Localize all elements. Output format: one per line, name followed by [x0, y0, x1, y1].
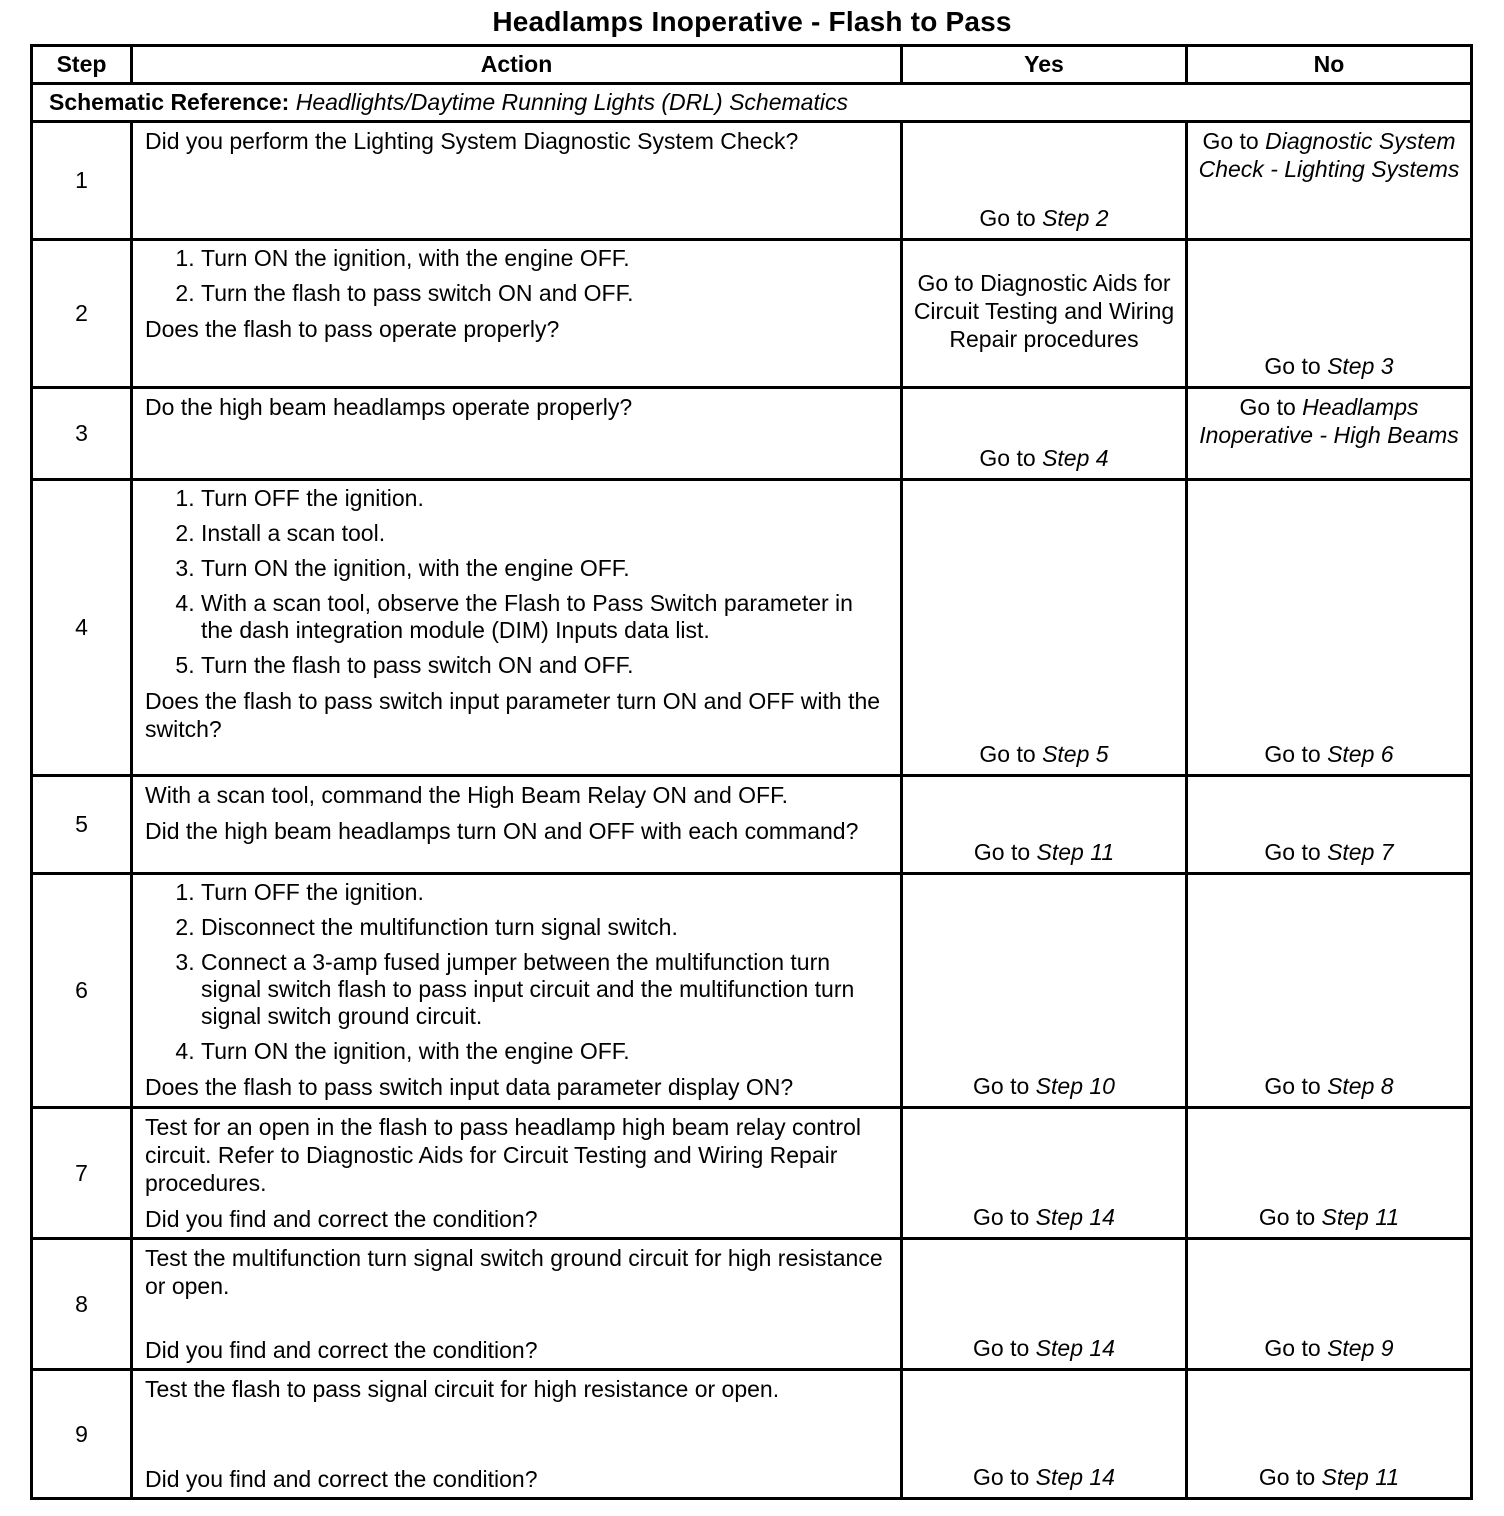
action-question: Did you find and correct the condition?	[145, 1466, 538, 1492]
step-number: 6	[32, 874, 132, 1108]
table-row	[32, 122, 1472, 240]
yes-cell	[902, 240, 1187, 388]
action-step: 5. Turn the flash to pass switch ON and OFF.	[201, 652, 888, 679]
table-row	[32, 388, 1472, 480]
no-cell	[1187, 388, 1472, 480]
no-target: Step 8	[1327, 1073, 1394, 1099]
yes-target: Step 2	[1042, 205, 1109, 231]
table-row	[32, 480, 1472, 776]
action-cell	[132, 1370, 902, 1499]
action-question: Does the flash to pass switch input data parameter display ON?	[145, 1074, 794, 1100]
no-cell	[1187, 1108, 1472, 1239]
go-to-label: Go to	[979, 445, 1036, 471]
no-cell	[1187, 1370, 1472, 1499]
table-row	[32, 874, 1472, 1108]
no-cell	[1187, 122, 1472, 240]
go-to-label: Go to	[1264, 741, 1321, 767]
diagnostic-table	[30, 44, 1473, 1500]
go-to-label: Go to	[973, 1335, 1030, 1361]
action-cell	[132, 1108, 902, 1239]
action-text: With a scan tool, command the High Beam Relay ON and OFF.	[145, 782, 788, 808]
no-target: Step 6	[1327, 741, 1394, 767]
yes-cell	[902, 874, 1187, 1108]
step-number: 8	[32, 1239, 132, 1370]
table-row	[32, 1370, 1472, 1499]
step-number: 9	[32, 1370, 132, 1499]
action-question: Does the flash to pass switch input parameter turn ON and OFF with the switch?	[145, 688, 881, 742]
step-number: 2	[32, 240, 132, 388]
step-number: 3	[32, 388, 132, 480]
go-to-label: Go to	[1264, 1073, 1321, 1099]
action-step: 4. Turn ON the ignition, with the engine OFF.	[201, 1038, 888, 1065]
header-yes: Yes	[902, 46, 1187, 84]
go-to-label: Go to	[1258, 1204, 1316, 1230]
no-target: Step 9	[1327, 1335, 1394, 1361]
step-number: 7	[32, 1108, 132, 1239]
go-to-label: Go to	[979, 741, 1036, 767]
header-row	[32, 46, 1472, 84]
action-step: 3. Connect a 3-amp fused jumper between the multifunction turn signal switch flash to pass input circuit and the multifunction turn signal switch ground circuit.	[201, 949, 888, 1030]
go-to-label: Go to	[973, 839, 1031, 865]
action-question: Do the high beam headlamps operate properly?	[145, 394, 633, 420]
go-to-label: Go to	[1202, 128, 1259, 154]
header-action: Action	[132, 46, 902, 84]
yes-cell	[902, 776, 1187, 874]
action-question: Did you perform the Lighting System Diagnostic System Check?	[145, 128, 799, 154]
go-to-label: Go to	[1239, 394, 1296, 420]
go-to-label: Go to	[1264, 839, 1321, 865]
yes-cell	[902, 1370, 1187, 1499]
header-step: Step	[32, 46, 132, 84]
action-cell	[132, 122, 902, 240]
action-step: 4. With a scan tool, observe the Flash to Pass Switch parameter in the dash integration module (DIM) Inputs data list.	[201, 590, 888, 644]
schematic-reference	[32, 84, 1472, 122]
step-number: 1	[32, 122, 132, 240]
no-target: Step 11	[1321, 1464, 1400, 1490]
action-steps-list	[145, 485, 888, 679]
go-to-label: Go to	[1264, 1335, 1321, 1361]
no-target: Step 7	[1327, 839, 1394, 865]
header-no: No	[1187, 46, 1472, 84]
action-question: Did you find and correct the condition?	[145, 1206, 538, 1232]
action-step: 2. Install a scan tool.	[201, 520, 888, 547]
yes-target: Step 5	[1042, 741, 1109, 767]
go-to-label: Go to	[1264, 353, 1321, 379]
action-step: 2. Turn the flash to pass switch ON and OFF.	[201, 280, 888, 307]
action-cell	[132, 388, 902, 480]
action-steps-list	[145, 879, 888, 1065]
action-text: Test the multifunction turn signal switch ground circuit for high resistance or open.	[145, 1245, 883, 1299]
no-cell	[1187, 874, 1472, 1108]
action-cell	[132, 776, 902, 874]
schematic-link: Headlights/Daytime Running Lights (DRL) Schematics	[295, 89, 848, 115]
action-cell	[132, 1239, 902, 1370]
step-number: 5	[32, 776, 132, 874]
go-to-label: Go to	[973, 1204, 1030, 1230]
schematic-label: Schematic Reference:	[49, 89, 290, 115]
yes-target: Step 11	[1036, 839, 1115, 865]
action-text: Test the flash to pass signal circuit for high resistance or open.	[145, 1376, 780, 1402]
table-row	[32, 240, 1472, 388]
table-row	[32, 1108, 1472, 1239]
go-to-label: Go to	[973, 1073, 1030, 1099]
yes-text: Go to Diagnostic Aids for Circuit Testing and Wiring Repair procedures	[913, 269, 1175, 352]
no-target: Headlamps Inoperative - High Beams	[1199, 394, 1459, 448]
no-cell	[1187, 1239, 1472, 1370]
yes-cell	[902, 480, 1187, 776]
action-step: 1. Turn ON the ignition, with the engine OFF.	[201, 245, 888, 272]
action-question: Did you find and correct the condition?	[145, 1337, 538, 1363]
yes-target: Step 4	[1042, 445, 1109, 471]
action-question: Does the flash to pass operate properly?	[145, 316, 560, 342]
yes-target: Step 10	[1035, 1073, 1115, 1099]
go-to-label: Go to	[973, 1464, 1030, 1490]
action-step: 3. Turn ON the ignition, with the engine OFF.	[201, 555, 888, 582]
action-cell	[132, 240, 902, 388]
action-step: 1. Turn OFF the ignition.	[201, 879, 888, 906]
action-cell	[132, 874, 902, 1108]
action-question: Did the high beam headlamps turn ON and OFF with each command?	[145, 818, 859, 844]
schematic-row	[32, 84, 1472, 122]
yes-cell	[902, 1108, 1187, 1239]
table-row	[32, 1239, 1472, 1370]
no-cell	[1187, 240, 1472, 388]
action-steps-list	[145, 245, 888, 307]
yes-target: Step 14	[1035, 1204, 1115, 1230]
action-step: 2. Disconnect the multifunction turn signal switch.	[201, 914, 888, 941]
go-to-label: Go to	[1258, 1464, 1316, 1490]
yes-cell	[902, 388, 1187, 480]
action-text: Test for an open in the flash to pass headlamp high beam relay control circuit. Refer to Diagnostic Aids for Circuit Testing and Wiring Repair procedures.	[145, 1114, 861, 1196]
no-target: Step 11	[1321, 1204, 1400, 1230]
page-title: Headlamps Inoperative - Flash to Pass	[492, 6, 1012, 37]
yes-cell	[902, 122, 1187, 240]
no-target: Diagnostic System Check - Lighting Systems	[1198, 128, 1460, 182]
table-row	[32, 776, 1472, 874]
action-step: 1. Turn OFF the ignition.	[201, 485, 888, 512]
no-target: Step 3	[1327, 353, 1394, 379]
go-to-label: Go to	[979, 205, 1036, 231]
step-number: 4	[32, 480, 132, 776]
yes-target: Step 14	[1035, 1335, 1115, 1361]
yes-target: Step 14	[1035, 1464, 1115, 1490]
no-cell	[1187, 776, 1472, 874]
action-cell	[132, 480, 902, 776]
no-cell	[1187, 480, 1472, 776]
yes-cell	[902, 1239, 1187, 1370]
